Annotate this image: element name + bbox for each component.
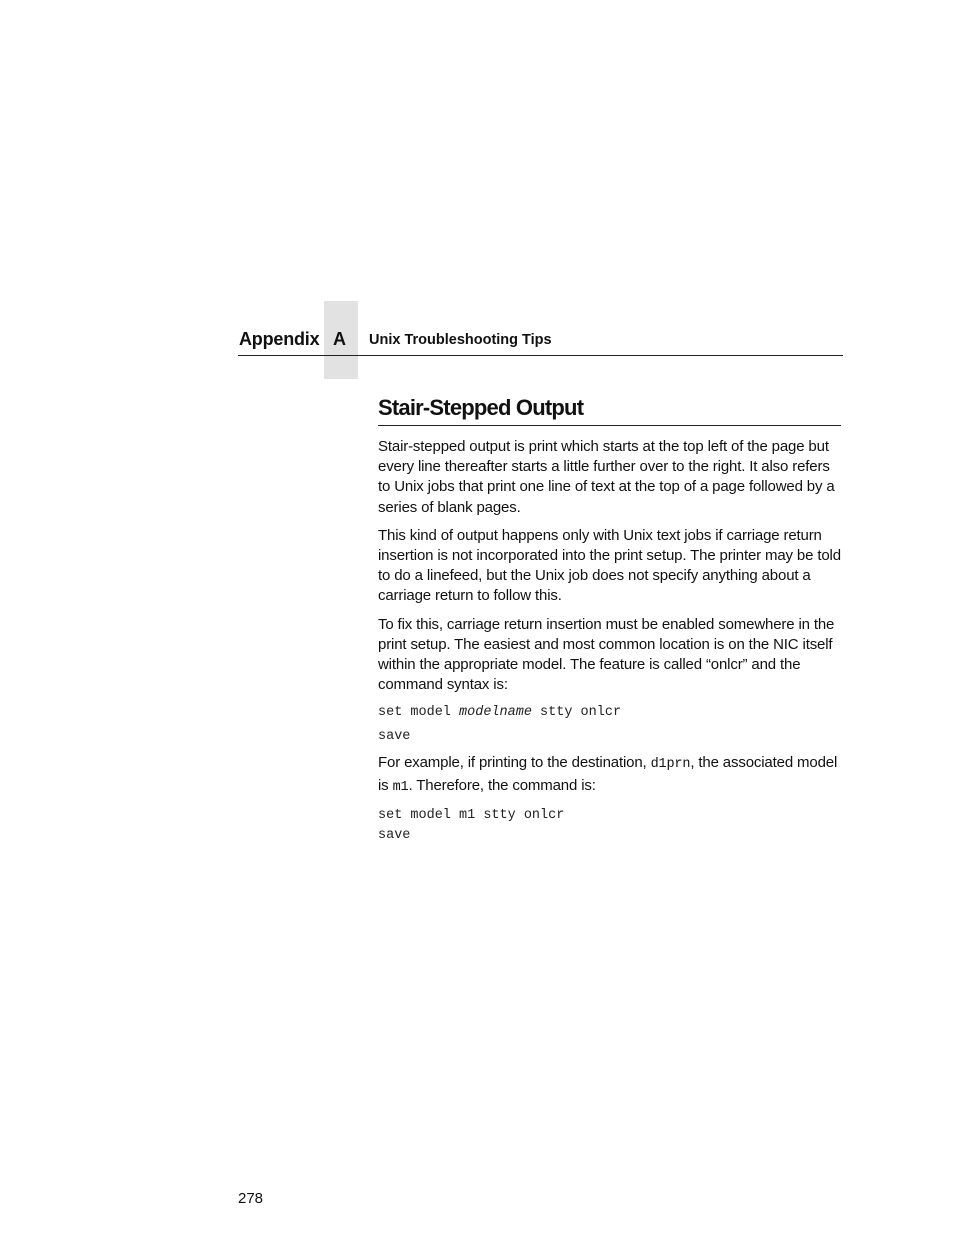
example-save-line: save xyxy=(378,827,411,843)
paragraph-example xyxy=(378,753,844,797)
example-destination: d1prn xyxy=(650,757,691,773)
syntax-prefix: set model xyxy=(378,705,460,721)
example-model: m1 xyxy=(392,779,409,795)
paragraph-intro: Stair-stepped output is print which starts at the top left of the page but every line thereafter starts a little further over to the right. It also refers to Unix jobs that print one line of text at the top of a page followed by a series of blank pages. xyxy=(378,438,835,516)
body-content xyxy=(378,437,844,846)
paragraph-fix: To fix this, carriage return insertion must be enabled somewhere in the print setup. The easiest and most common location is on the NIC itself within the appropriate model. The feature is called “onlcr” and the command syntax is: xyxy=(378,615,835,694)
heading-divider xyxy=(378,425,841,426)
syntax-command-line xyxy=(378,703,844,723)
example-command-line: set model m1 stty onlcr xyxy=(378,807,565,823)
header-divider xyxy=(238,355,843,356)
syntax-save-line: save xyxy=(378,729,411,745)
syntax-variable: modelname xyxy=(459,705,532,721)
paragraph-cause: This kind of output happens only with Unix text jobs if carriage return insertion is not incorporated into the print setup. The printer may be told to do a linefeed, but the Unix job does not specify anything about a carriage return to follow this. xyxy=(378,526,841,605)
example-text-1: For example, if printing to the destination, xyxy=(378,754,651,772)
syntax-suffix: stty onlcr xyxy=(531,705,622,721)
example-text-2: , the associated model is xyxy=(378,754,838,794)
running-header-title: Unix Troubleshooting Tips xyxy=(369,332,552,348)
appendix-letter: A xyxy=(333,329,346,349)
example-text-3: . Therefore, the command is: xyxy=(408,776,596,794)
page-number: 278 xyxy=(238,1190,264,1207)
appendix-label: Appendix xyxy=(239,329,320,349)
page-heading: Stair-Stepped Output xyxy=(378,395,584,420)
